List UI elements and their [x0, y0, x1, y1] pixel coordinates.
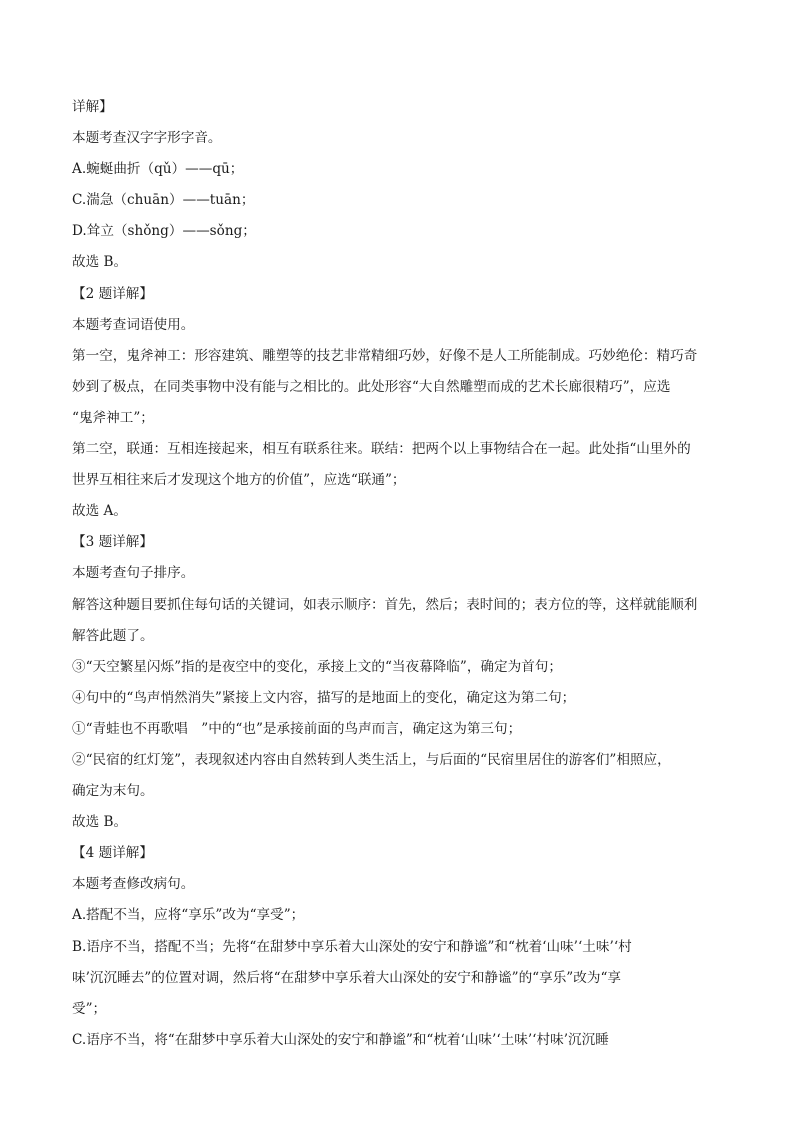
- text-line: 味’沉沉睡去”的位置对调，然后将“在甜梦中享乐着大山深处的安宁和静谧”的“享乐”改为“享: [72, 969, 621, 986]
- answer-line: 故选 B。: [72, 814, 128, 831]
- text-line: 本题考查汉字字形字音。: [72, 130, 222, 147]
- text-line: A.蜿蜒曲折（qǔ）——qū；: [72, 161, 244, 178]
- text-line: ④句中的“鸟声悄然消失”紧接上文内容，描写的是地面上的变化，确定这为第二句；: [72, 689, 576, 706]
- text-line: 妙到了极点，在同类事物中没有能与之相比的。此处形容“大自然雕塑而成的艺术长廊很精巧”，应选: [72, 378, 671, 395]
- text-line: ③“天空繁星闪烁”指的是夜空中的变化，承接上文的“当夜幕降临”，确定为首句；: [72, 658, 562, 675]
- text-line: 第二空，联通：互相连接起来，相互有联系往来。联结：把两个以上事物结合在一起。此处指“山里外的: [72, 441, 691, 458]
- text-line: A.搭配不当，应将“享乐”改为“享受”；: [72, 907, 305, 924]
- text-line: B.语序不当，搭配不当；先将“在甜梦中享乐着大山深处的安宁和静谧”和“枕着‘山味’‘土味’‘村: [72, 938, 632, 955]
- document-page: [72, 92, 720, 1056]
- section-heading-4: 【4 题详解】: [72, 845, 153, 862]
- text-line: D.耸立（shǒng）——sǒng；: [72, 223, 256, 240]
- text-line: 本题考查修改病句。: [72, 876, 195, 893]
- answer-line: 故选 B。: [72, 254, 128, 271]
- text-line: 本题考查词语使用。: [72, 316, 195, 333]
- text-line: 解答此题了。: [72, 627, 154, 644]
- text-line: C.语序不当，将“在甜梦中享乐着大山深处的安宁和静谧”和“枕着‘山味’‘土味’‘村味’沉沉睡: [72, 1031, 609, 1048]
- text-line: “鬼斧神工”；: [72, 409, 154, 426]
- text-line: 解答这种题目要抓住每句话的关键词，如表示顺序：首先，然后；表时间的；表方位的等，这样就能顺利: [72, 596, 698, 613]
- text-line: ②“民宿的红灯笼”，表现叙述内容由自然转到人类生活上，与后面的“民宿里居住的游客们”相照应，: [72, 751, 671, 768]
- section-heading-2: 【2 题详解】: [72, 285, 153, 302]
- text-line: C.湍急（chuān）——tuān；: [72, 192, 255, 209]
- section-heading-3: 【3 题详解】: [72, 534, 153, 551]
- text-line: 受”；: [72, 1000, 107, 1017]
- text-line: 确定为末句。: [72, 783, 154, 800]
- section-heading-1: 详解】: [72, 99, 113, 115]
- answer-line: 故选 A。: [72, 503, 127, 520]
- text-line: 世界互相往来后才发现这个地方的价值”，应选“联通”；: [72, 472, 406, 489]
- text-line: 第一空，鬼斧神工：形容建筑、雕塑等的技艺非常精细巧妙，好像不是人工所能制成。巧妙绝伦：精巧奇: [72, 347, 698, 364]
- text-line: 本题考查句子排序。: [72, 565, 195, 582]
- text-line: ①“青蛙也不再歌唱 ”中的“也”是承接前面的鸟声而言，确定这为第三句；: [72, 720, 522, 737]
